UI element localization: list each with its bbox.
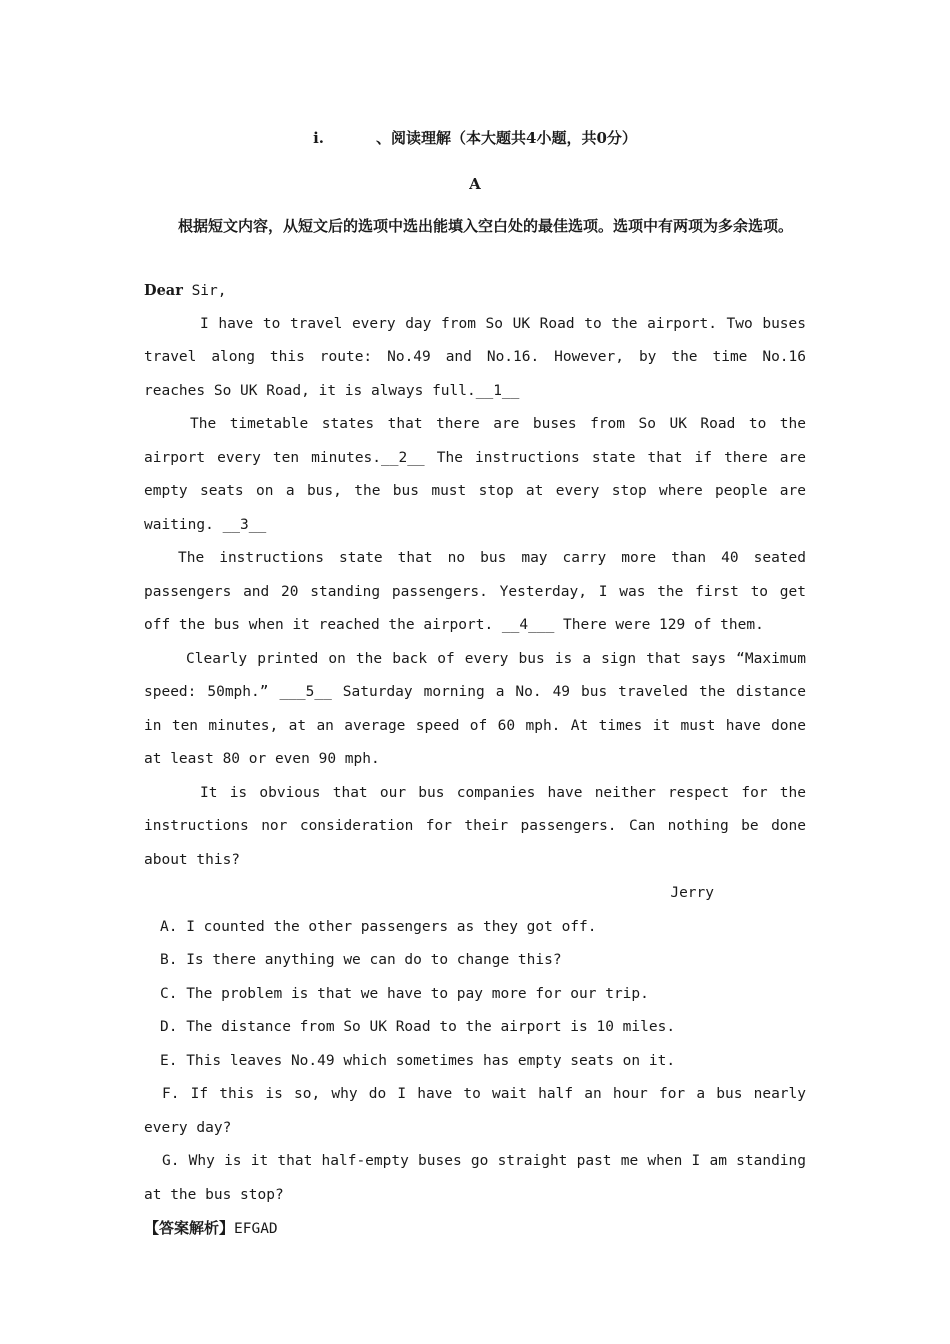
option-a: A. I counted the other passengers as they got off. bbox=[160, 918, 597, 935]
option-d: D. The distance from So UK Road to the airport is 10 miles. bbox=[160, 1019, 676, 1035]
option-f: F. If this is so, why do I have to wait half an hour for a bus nearly every day? bbox=[144, 1086, 806, 1136]
paragraph-2: The timetable states that there are buses from So UK Road to the airport every ten minutes.__2__ The instructions state that if there are empty seats on a bus, the bus must stop at every stop where people are waiting. __3__ bbox=[144, 416, 806, 533]
greeting bbox=[144, 274, 806, 308]
paragraph-1: I have to travel every day from So UK Road to the airport. Two buses travel along this route: No.49 and No.16. However, by the time No.16 reaches So UK Road, it is always full.__1__ bbox=[144, 315, 806, 399]
passage-body bbox=[144, 274, 806, 1247]
answer-line bbox=[144, 1212, 806, 1247]
passage-label: A bbox=[469, 175, 481, 193]
section-number: i. bbox=[313, 129, 325, 147]
paragraph-5: It is obvious that our bus companies have neither respect for the instructions nor consideration for their passengers. Can nothing be done about this? bbox=[144, 784, 806, 868]
option-g: G. Why is it that half-empty buses go straight past me when I am standing at the bus stop? bbox=[144, 1153, 806, 1203]
option-c: C. The problem is that we have to pay more for our trip. bbox=[160, 985, 649, 1002]
section-heading: 、阅读理解（本大题共4小题，共0分） bbox=[376, 129, 637, 147]
paragraph-4: Clearly printed on the back of every bus is a sign that says “Maximum speed: 50mph.” ___5__ Saturday morning a No. 49 bus traveled the distance in ten minutes, at an average speed of 60 mph. At times it must have done at least 80 or even 90 mph. bbox=[144, 650, 806, 767]
signature: Jerry bbox=[670, 885, 714, 901]
paragraph-3: The instructions state that no bus may carry more than 40 seated passengers and 20 standing passengers. Yesterday, I was the first to get off the bus when it reached the airport. __4___ There were 129 of them. bbox=[144, 550, 806, 633]
option-b: B. Is there anything we can do to change this? bbox=[160, 952, 562, 968]
greeting-rest: Sir, bbox=[182, 283, 227, 299]
answer-value: EFGAD bbox=[234, 1221, 278, 1237]
answer-label: 【答案解析】 bbox=[144, 1219, 235, 1237]
instruction-text: 根据短文内容，从短文后的选项中选出能填入空白处的最佳选项。选项中有两项为多余选项。 bbox=[178, 217, 794, 235]
section-title bbox=[144, 127, 806, 148]
greeting-bold: Dear bbox=[144, 282, 183, 299]
option-e: E. This leaves No.49 which sometimes has empty seats on it. bbox=[160, 1052, 676, 1069]
